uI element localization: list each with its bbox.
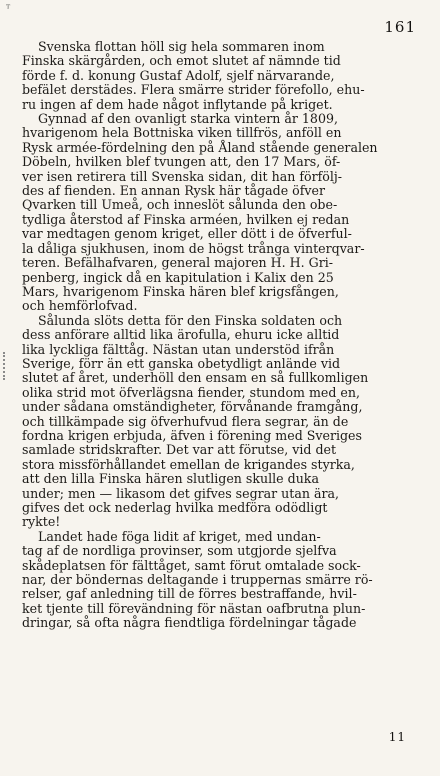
- paragraph-2: Gynnad af den ovanligt starka vintern år 1809, hvarigenom hela Bottniska viken tillfrös, anföll en Rysk armée-fördelning den på Åland stående generalen Döbeln, hvilken blef tvungen att, den 17 Mars, öf- ver isen retirera till Svenska sidan, dit han förfölj- des af fienden. En annan Rysk här tågade öfver Qvarken till Umeå, och inneslöt sålunda den obe- tydliga återstod af Finska arméen, hvilken ej redan var medtagen genom kriget, eller dött i de öfverful- la dåliga sjukhusen, inom de högst trånga vinterqvar- teren. Befälhafvaren, general majoren H. H. Gri- penberg, ingick då en kapitulation i Kalix den 25 Mars, hvarigenom Finska hären blef krigsfången, och hemförlofvad.: [22, 111, 378, 314]
- paragraph-3: Sålunda slöts detta för den Finska soldaten och dess anförare alltid lika ärofulla, ehuru icke alltid lika lyckliga fälttåg. Nästan utan understöd ifrån Sverige, förr än ett ganska obetydligt anlände vid slutet af året, underhöll den ensam en så fullkomligen olika strid mot öfverlägsna fiender, stundom med en, under sådana omständigheter, förvånande framgång, och tillkämpade sig öfverhufvud flera segrar, än de fordna krigen erbjuda, äfven i förening med Sveriges samlade stridskrafter. Det var att förutse, vid det stora missförhållandet emellan de krigandes styrka, att den lilla Finska hären slutligen skulle duka under; men — likasom det gifves segrar utan ära, gifves det ock nederlag hvilka medföra odödligt rykte!: [22, 312, 369, 530]
- paragraph-4: Landet hade föga lidit af kriget, med undan- tag af de nordliga provinser, som utgjorde sjelfva skådeplatsen för fälttåget, samt förut omtalade sock- nar, der böndernas deltagande i truppernas smärre rö- relser, gaf anledning till de förres bestraffande, hvil- ket tjente till förevändning för nästan oafbrutna plun- dringar, så ofta några fiendtliga fördelningar tågade: [22, 528, 373, 631]
- print-speck: ᵀ: [6, 4, 11, 15]
- paragraph-1: Svenska flottan höll sig hela sommaren inom Finska skärgården, och emot slutet af nämnde tid förde f. d. konung Gustaf Adolf, sjelf närvarande, befälet derstädes. Flera smärre strider förefollo, ehu- ru ingen af dem hade något inflytande på kriget.: [22, 39, 365, 112]
- page-number: 161: [384, 18, 416, 36]
- body-text: [22, 40, 424, 631]
- signature-mark: 11: [388, 730, 406, 744]
- margin-marks: [3, 352, 8, 380]
